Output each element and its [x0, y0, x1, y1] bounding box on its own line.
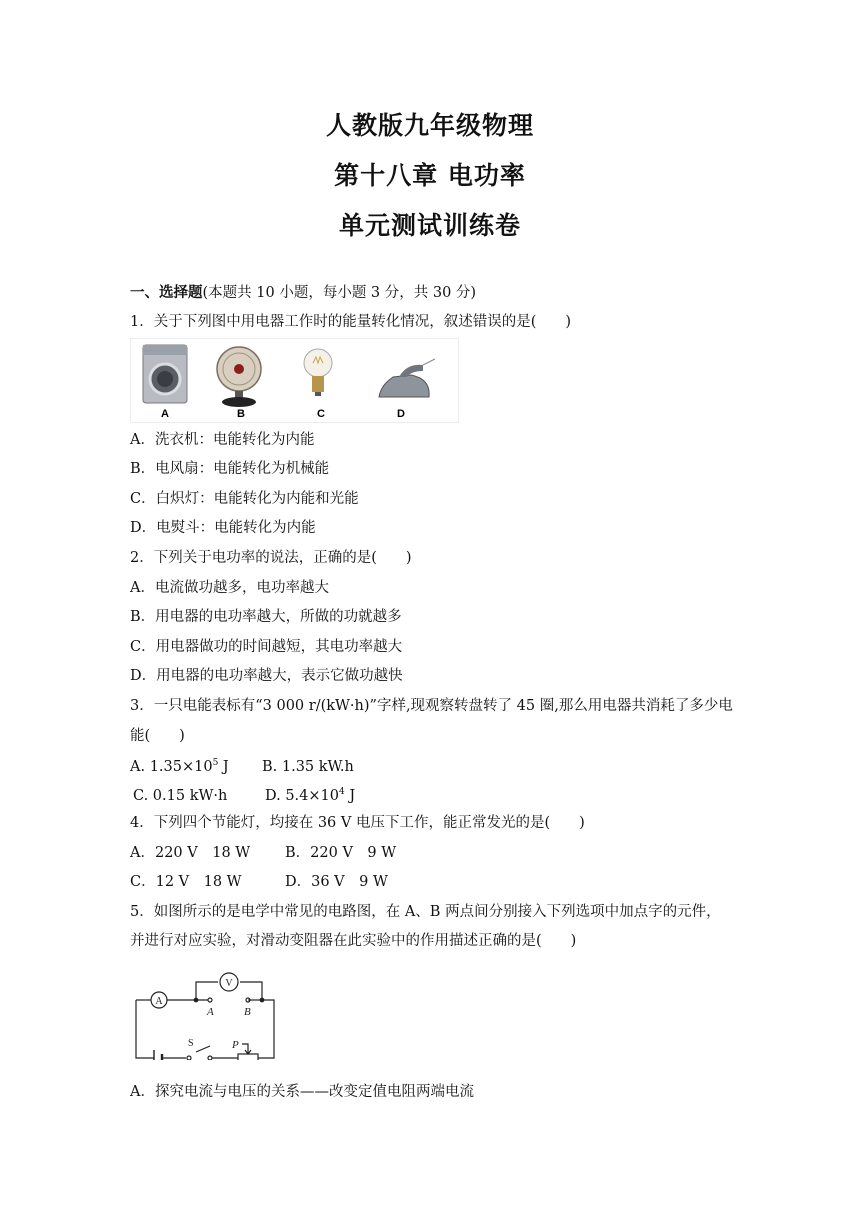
q3-option-b: B. 1.35 kW.h	[262, 759, 354, 775]
light-bulb-icon	[304, 349, 332, 396]
electric-fan-icon	[217, 347, 261, 407]
point-a-label: A	[207, 1006, 214, 1018]
q4-option-d: D．36 V 9 W	[285, 874, 388, 890]
q4-option-b: B．220 V 9 W	[285, 845, 397, 861]
test-title: 单元测试训练卷	[338, 211, 521, 240]
q4-options-row2	[130, 872, 388, 892]
q3-stem-line2: 能( )	[130, 728, 185, 744]
section-heading	[130, 283, 476, 303]
q5-option-a: A．探究电流与电压的关系——改变定值电阻两端电流	[130, 1084, 474, 1100]
circuit-diagram	[130, 960, 280, 1060]
q3-options-row2	[133, 786, 356, 806]
section-label: 一、选择题	[130, 284, 203, 301]
chapter-title: 第十八章 电功率	[334, 161, 526, 190]
voltmeter-label: V	[225, 978, 233, 989]
q3-option-c: C. 0.15 kW·h	[133, 788, 228, 804]
q2-option-c: C．用电器做功的时间越短，其电功率越大	[130, 639, 403, 655]
q3-option-d: D. $5.4\times 10^4$ J	[265, 787, 356, 804]
q3-options-row1	[130, 757, 354, 777]
q3-option-a: A. $1.35\times 10^5$ J	[130, 758, 229, 775]
q3-stem-line1: 3．一只电能表标有“3 000 r/(kW·h)”字样,现观察转盘转了 45 圈,那么用电器共消耗了多少电	[130, 698, 733, 714]
q1-option-b: B．电风扇：电能转化为机械能	[130, 461, 330, 477]
figure-label-d: D	[397, 408, 405, 420]
q5-stem-line2: 并进行对应实验，对滑动变阻器在此实验中的作用描述正确的是( )	[130, 933, 577, 949]
section-note: (本题共 10 小题，每小题 3 分，共 30 分)	[202, 285, 477, 301]
slider-label: P	[232, 1039, 239, 1051]
electric-iron-icon	[379, 359, 435, 397]
figure-label-a: A	[161, 408, 169, 420]
switch-label: S	[188, 1038, 194, 1049]
q1-stem: 1．关于下列图中用电器工作时的能量转化情况，叙述错误的是( )	[130, 314, 572, 330]
q4-stem: 4．下列四个节能灯，均接在 36 V 电压下工作，能正常发光的是( )	[130, 815, 585, 831]
q4-option-a: A．220 V 18 W	[130, 845, 251, 861]
q2-option-a: A．电流做功越多，电功率越大	[130, 580, 329, 596]
appliances-illustration	[131, 339, 458, 422]
q2-stem: 2．下列关于电功率的说法，正确的是( )	[130, 550, 412, 566]
ammeter-label: A	[155, 996, 163, 1007]
q1-option-a: A．洗衣机：电能转化为内能	[130, 432, 315, 448]
appliances-figure	[130, 338, 459, 423]
q4-options-row1	[130, 843, 397, 863]
q2-option-b: B．用电器的电功率越大，所做的功就越多	[130, 609, 402, 625]
figure-label-b: B	[237, 408, 245, 420]
q2-option-d: D．用电器的电功率越大，表示它做功越快	[130, 668, 403, 684]
point-b-label: B	[244, 1006, 251, 1018]
q5-stem-line1: 5．如图所示的是电学中常见的电路图，在 A、B 两点间分别接入下列选项中加点字的元件，	[130, 904, 721, 920]
q4-option-c: C．12 V 18 W	[130, 874, 242, 890]
figure-label-c: C	[317, 408, 325, 420]
doc-title: 人教版九年级物理	[325, 111, 534, 140]
washing-machine-icon	[143, 345, 187, 403]
q1-option-d: D．电熨斗：电能转化为内能	[130, 520, 316, 536]
q1-option-c: C．白炽灯：电能转化为内能和光能	[130, 491, 359, 507]
circuit-schematic	[130, 960, 280, 1060]
